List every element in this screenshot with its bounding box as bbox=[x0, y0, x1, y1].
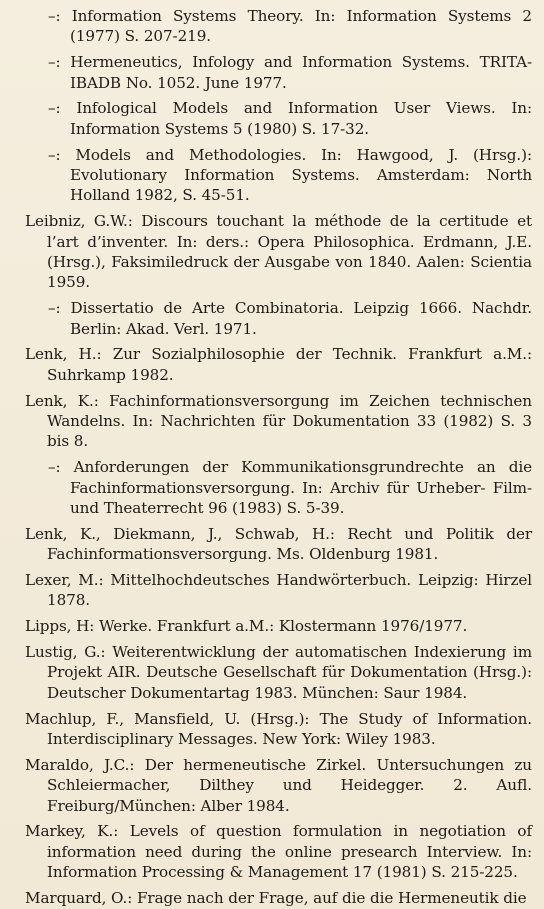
bibliography-entry: –: Hermeneutics, Infology and Information Systems. TRITA-IBADB No. 1052. June 1977. bbox=[48, 53, 532, 92]
bibliography-entry: –: Infological Models and Information User Views. In: Information Systems 5 (1980) S. 17-32. bbox=[48, 99, 532, 138]
bibliography-entry: Lenk, K.: Fachinformationsversorgung im Zeichen technischen Wandelns. In: Nachrichten für Dokumentation 33 (1982) S. 3 bis 8. bbox=[25, 391, 532, 451]
bibliography-entry: Machlup, F., Mansfield, U. (Hrsg.): The Study of Information. Interdisciplinary Messages. New York: Wiley 1983. bbox=[25, 709, 532, 749]
bibliography-entry: Lexer, M.: Mittelhochdeutsches Handwörterbuch. Leipzig: Hirzel 1878. bbox=[25, 571, 532, 610]
bibliography-entry: Lustig, G.: Weiterentwicklung der automatischen Indexierung im Projekt AIR. Deutsche Gesellschaft für Dokumentation (Hrsg.): Deutscher Dokumentartag 1983. München: Saur 1984. bbox=[25, 643, 532, 702]
bibliography-entry: Lipps, H: Werke. Frankfurt a.M.: Klostermann 1976/1977. bbox=[25, 617, 468, 636]
bibliography-entry: Marquard, O.: Frage nach der Frage, auf die die Hermeneutik die bbox=[25, 889, 527, 908]
bibliography-entry: Maraldo, J.C.: Der hermeneutische Zirkel. Untersuchungen zu Schleiermacher, Dilthey und Heidegger. 2. Aufl. Freiburg/München: Alber 1984. bbox=[25, 755, 532, 815]
bibliography-entry: –: Dissertatio de Arte Combinatoria. Leipzig 1666. Nachdr. Berlin: Akad. Verl. 1971. bbox=[48, 299, 532, 338]
bibliography-entry: –: Anforderungen der Kommunikationsgrundrechte an die Fachinformationsversorgung. In: Archiv für Urheber- Film- und Theaterrecht 96 (1983) S. 5-39. bbox=[48, 458, 532, 518]
bibliography-entry: Lenk, H.: Zur Sozialphilosophie der Technik. Frankfurt a.M.: Suhrkamp 1982. bbox=[25, 345, 532, 384]
bibliography-entry: –: Models and Methodologies. In: Hawgood, J. (Hrsg.): Evolutionary Information Systems. Amsterdam: North Holland 1982, S. 45-51. bbox=[48, 145, 532, 205]
bibliography-entry: Markey, K.: Levels of question formulation in negotiation of information need during the online presearch Interview. In: Information Processing & Management 17 (1981) S. 215-225. bbox=[25, 822, 532, 882]
bibliography-list bbox=[25, 6, 532, 909]
bibliography-entry: Leibniz, G.W.: Discours touchant la méthode de la certitude et l’art d’inventer. In: ders.: Opera Philosophica. Erdmann, J.E. (Hrsg.), Faksimiledruck der Ausgabe von 1840. Aalen: Scientia 1959. bbox=[25, 212, 532, 292]
bibliography-entry: –: Information Systems Theory. In: Information Systems 2 (1977) S. 207-219. bbox=[48, 7, 532, 46]
bibliography-entry: Lenk, K., Diekmann, J., Schwab, H.: Recht und Politik der Fachinformationsversorgung. Ms. Oldenburg 1981. bbox=[25, 524, 532, 564]
